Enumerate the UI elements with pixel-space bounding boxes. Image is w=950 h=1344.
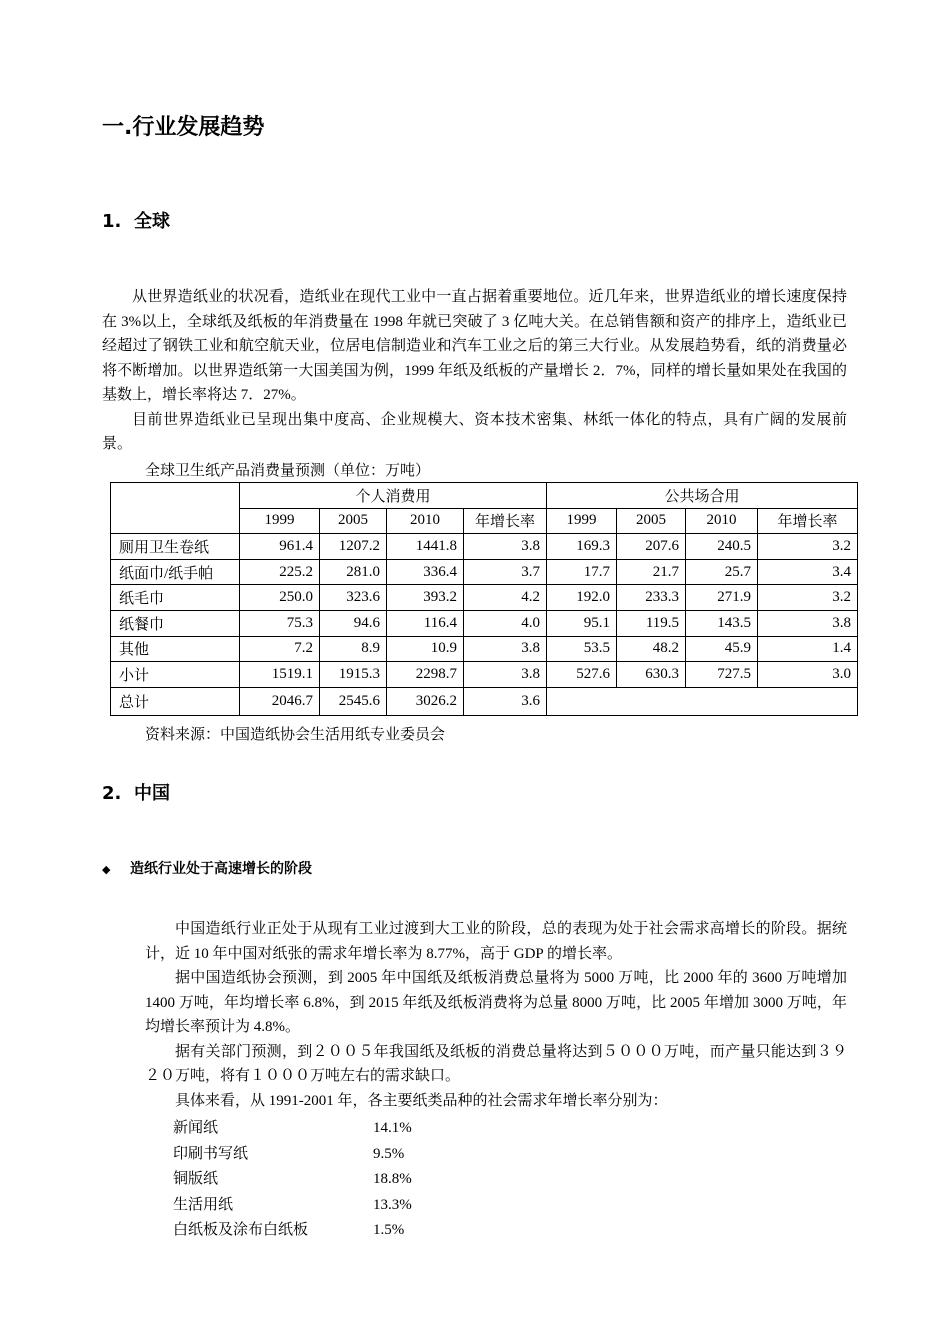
section-heading-global: [102, 207, 170, 233]
table-cell: 3026.2: [387, 687, 464, 715]
table-cell: 116.4: [387, 610, 464, 636]
table-sub-header: 2005: [320, 508, 387, 534]
table-sub-header: 2010: [387, 508, 464, 534]
table-cell: 727.5: [686, 662, 758, 688]
section-heading-china: [102, 779, 170, 805]
table-cell: 336.4: [387, 559, 464, 585]
table-cell: 10.9: [387, 636, 464, 662]
table-cell: 207.6: [617, 534, 686, 560]
paper-type: 生活用纸: [173, 1196, 234, 1213]
list-item: [173, 1116, 412, 1142]
table-row-total: [111, 687, 858, 715]
table-row-label: 纸面巾/纸手帕: [111, 559, 240, 585]
table-sub-header: 年增长率: [758, 508, 858, 534]
table-cell: 1207.2: [320, 534, 387, 560]
table-empty-cell: [547, 687, 858, 715]
table-row: [111, 559, 858, 585]
table-cell: 48.2: [617, 636, 686, 662]
table-cell: 3.6: [464, 687, 547, 715]
table-row-label: 其他: [111, 636, 240, 662]
paragraph: 据中国造纸协会预测，到 2005 年中国纸及纸板消费总量将为 5000 万吨，比 2000 年的 3600 万吨增加 1400 万吨，年均增长率 6.8%，到 2015 年纸及纸板消费将为总量 8000 万吨，比 2005 年增加 3000 万吨，年均增长率预计为 4.8%。: [145, 970, 847, 1035]
growth-rate: 13.3%: [373, 1196, 412, 1213]
table-cell: 8.9: [320, 636, 387, 662]
table-row-label: 厕用卫生卷纸: [111, 534, 240, 560]
table-cell: 3.4: [758, 559, 858, 585]
page-title: 一.行业发展趋势: [102, 115, 265, 140]
table-cell: 7.2: [240, 636, 320, 662]
paper-type: 白纸板及涂布白纸板: [173, 1222, 309, 1238]
paragraph: 具体来看，从 1991-2001 年，各主要纸类品种的社会需求年增长率分别为：: [175, 1092, 668, 1109]
table-cell: 3.8: [464, 636, 547, 662]
table-cell: 4.0: [464, 610, 547, 636]
table-cell: 1441.8: [387, 534, 464, 560]
table-cell: 3.2: [758, 534, 858, 560]
list-item: [173, 1193, 412, 1219]
table-cell: 143.5: [686, 610, 758, 636]
consumption-table: [110, 482, 858, 716]
table-row-label: 纸毛巾: [111, 585, 240, 611]
table-cell: 1.4: [758, 636, 858, 662]
table-group-header: 公共场合用: [547, 483, 858, 509]
table-cell: 630.3: [617, 662, 686, 688]
table-cell: 1915.3: [320, 662, 387, 688]
section-number: 2.: [102, 783, 122, 804]
table-cell: 21.7: [617, 559, 686, 585]
table-source: 资料来源：中国造纸协会生活用纸专业委员会: [145, 727, 446, 743]
bullet-title: 造纸行业处于高速增长的阶段: [130, 861, 312, 877]
table-caption: 全球卫生纸产品消费量预测（单位：万吨）: [145, 463, 431, 479]
table-cell: 3.8: [464, 534, 547, 560]
bullet-heading: [102, 858, 312, 878]
table-cell: 250.0: [240, 585, 320, 611]
paragraph: 据有关部门预测，到２００５年我国纸及纸板的消费总量将达到５０００万吨，而产量只能达到３９２０万吨，将有１０００万吨左右的需求缺口。: [145, 1043, 847, 1084]
table-cell: 225.2: [240, 559, 320, 585]
table-cell: 94.6: [320, 610, 387, 636]
paragraph: 从世界造纸业的状况看，造纸业在现代工业中一直占据着重要地位。近几年来，世界造纸业的增长速度保持在 3%以上，全球纸及纸板的年消费量在 1998 年就已突破了 3 亿吨大关。在总销售额和资产的排序上，造纸业已经超过了钢铁工业和航空航天业，位居电信制造业和汽车工业之后的第三大行业。从发展趋势看，纸的消费量必将不断增加。以世界造纸第一大国美国为例，1999 年纸及纸板的产量增长 2．7%，同样的增长量如果处在我国的基数上，增长率将达 7．27%。: [102, 289, 847, 403]
table-cell: 169.3: [547, 534, 617, 560]
list-item: [173, 1142, 412, 1168]
table-cell: 3.2: [758, 585, 858, 611]
section-title: 全球: [134, 211, 170, 232]
table-row: [111, 636, 858, 662]
diamond-bullet-icon: ◆: [102, 863, 111, 876]
growth-rate: 1.5%: [373, 1222, 405, 1238]
growth-rate-list: [173, 1116, 412, 1244]
table-corner-cell: [111, 483, 240, 534]
table-sub-header: 年增长率: [464, 508, 547, 534]
table-cell: 393.2: [387, 585, 464, 611]
table-cell: 3.8: [464, 662, 547, 688]
table-row-subtotal: [111, 662, 858, 688]
growth-rate: 14.1%: [373, 1120, 412, 1136]
section-number: 1.: [102, 211, 122, 232]
table-cell: 961.4: [240, 534, 320, 560]
paragraph: 目前世界造纸业已呈现出集中度高、企业规模大、资本技术密集、林纸一体化的特点，具有广阔的发展前景。: [102, 411, 847, 452]
growth-rate: 18.8%: [373, 1171, 412, 1187]
paper-type: 铜版纸: [173, 1171, 219, 1187]
table-cell: 527.6: [547, 662, 617, 688]
table-cell: 95.1: [547, 610, 617, 636]
table-sub-header: 2010: [686, 508, 758, 534]
table-group-header: 个人消费用: [240, 483, 547, 509]
table-sub-header: 1999: [547, 508, 617, 534]
table-sub-header: 2005: [617, 508, 686, 534]
table-row-label: 纸餐巾: [111, 610, 240, 636]
table-cell: 2046.7: [240, 687, 320, 715]
table-cell: 1519.1: [240, 662, 320, 688]
table-cell: 192.0: [547, 585, 617, 611]
table-group-header-row: [111, 483, 858, 509]
table-cell: 119.5: [617, 610, 686, 636]
global-paragraphs: [102, 285, 847, 457]
paragraph: 中国造纸行业正处于从现有工业过渡到大工业的阶段，总的表现为处于社会需求高增长的阶段。据统计，近 10 年中国对纸张的需求年增长率为 8.77%，高于 GDP 的增长率。: [145, 921, 847, 962]
china-paragraphs: [145, 917, 847, 1113]
table-cell: 323.6: [320, 585, 387, 611]
table-cell: 4.2: [464, 585, 547, 611]
table-cell: 281.0: [320, 559, 387, 585]
table-cell: 25.7: [686, 559, 758, 585]
table-cell: 3.0: [758, 662, 858, 688]
table-cell: 3.7: [464, 559, 547, 585]
table-row: [111, 610, 858, 636]
table-cell: 53.5: [547, 636, 617, 662]
paper-type: 新闻纸: [173, 1120, 219, 1136]
table-cell: 240.5: [686, 534, 758, 560]
table-sub-header: 1999: [240, 508, 320, 534]
list-item: [173, 1167, 412, 1193]
list-item: [173, 1218, 412, 1244]
paper-type: 印刷书写纸: [173, 1145, 249, 1162]
table-row: [111, 534, 858, 560]
table-cell: 271.9: [686, 585, 758, 611]
table-row-label: 小计: [111, 662, 240, 688]
table-cell: 233.3: [617, 585, 686, 611]
table-cell: 75.3: [240, 610, 320, 636]
table-row-label: 总计: [111, 687, 240, 715]
section-title: 中国: [134, 783, 170, 804]
table-row: [111, 585, 858, 611]
table-cell: 45.9: [686, 636, 758, 662]
table-cell: 17.7: [547, 559, 617, 585]
table-cell: 2545.6: [320, 687, 387, 715]
table-cell: 2298.7: [387, 662, 464, 688]
growth-rate: 9.5%: [373, 1145, 405, 1162]
table-cell: 3.8: [758, 610, 858, 636]
